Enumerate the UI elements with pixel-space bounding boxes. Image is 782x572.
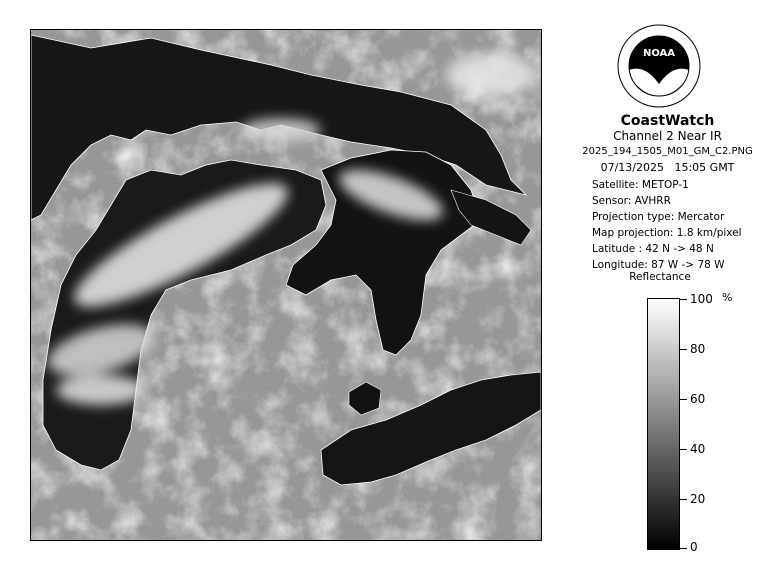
longitude-label: Longitude: 87 W -> 78 W [592,259,725,271]
latitude-label: Latitude : 42 N -> 48 N [592,243,714,255]
colorbar-tick [680,399,687,400]
acquisition-datetime: 07/13/2025 15:05 GMT [600,161,735,174]
colorbar-tick-label: 60 [690,392,706,406]
colorbar-tick [680,349,687,350]
projection-type-label: Projection type: Mercator [592,211,725,223]
reflectance-colorbar [647,298,680,550]
great-lakes-map [31,30,541,540]
page-title: CoastWatch [620,113,715,129]
colorbar-tick-label: 0 [690,540,698,554]
colorbar-tick [680,449,687,450]
logo-text: NOAA [642,48,676,59]
colorbar-unit: % [722,291,733,304]
satellite-image [30,29,542,541]
colorbar-tick-label: 80 [690,342,706,356]
colorbar-title: Reflectance [629,271,691,283]
colorbar-tick [680,499,687,500]
map-projection-label: Map projection: 1.8 km/pixel [592,227,742,239]
sensor-label: Sensor: AVHRR [592,195,671,207]
colorbar-tick-label: 20 [690,492,706,506]
image-filename: 2025_194_1505_M01_GM_C2.PNG [582,146,753,157]
colorbar-tick [680,548,687,549]
noaa-logo-icon [617,24,701,108]
channel-subtitle: Channel 2 Near IR [613,129,722,143]
colorbar-tick-label: 40 [690,442,706,456]
colorbar-tick-label: 100 [690,292,713,306]
colorbar-tick [680,299,687,300]
satellite-label: Satellite: METOP-1 [592,179,689,191]
